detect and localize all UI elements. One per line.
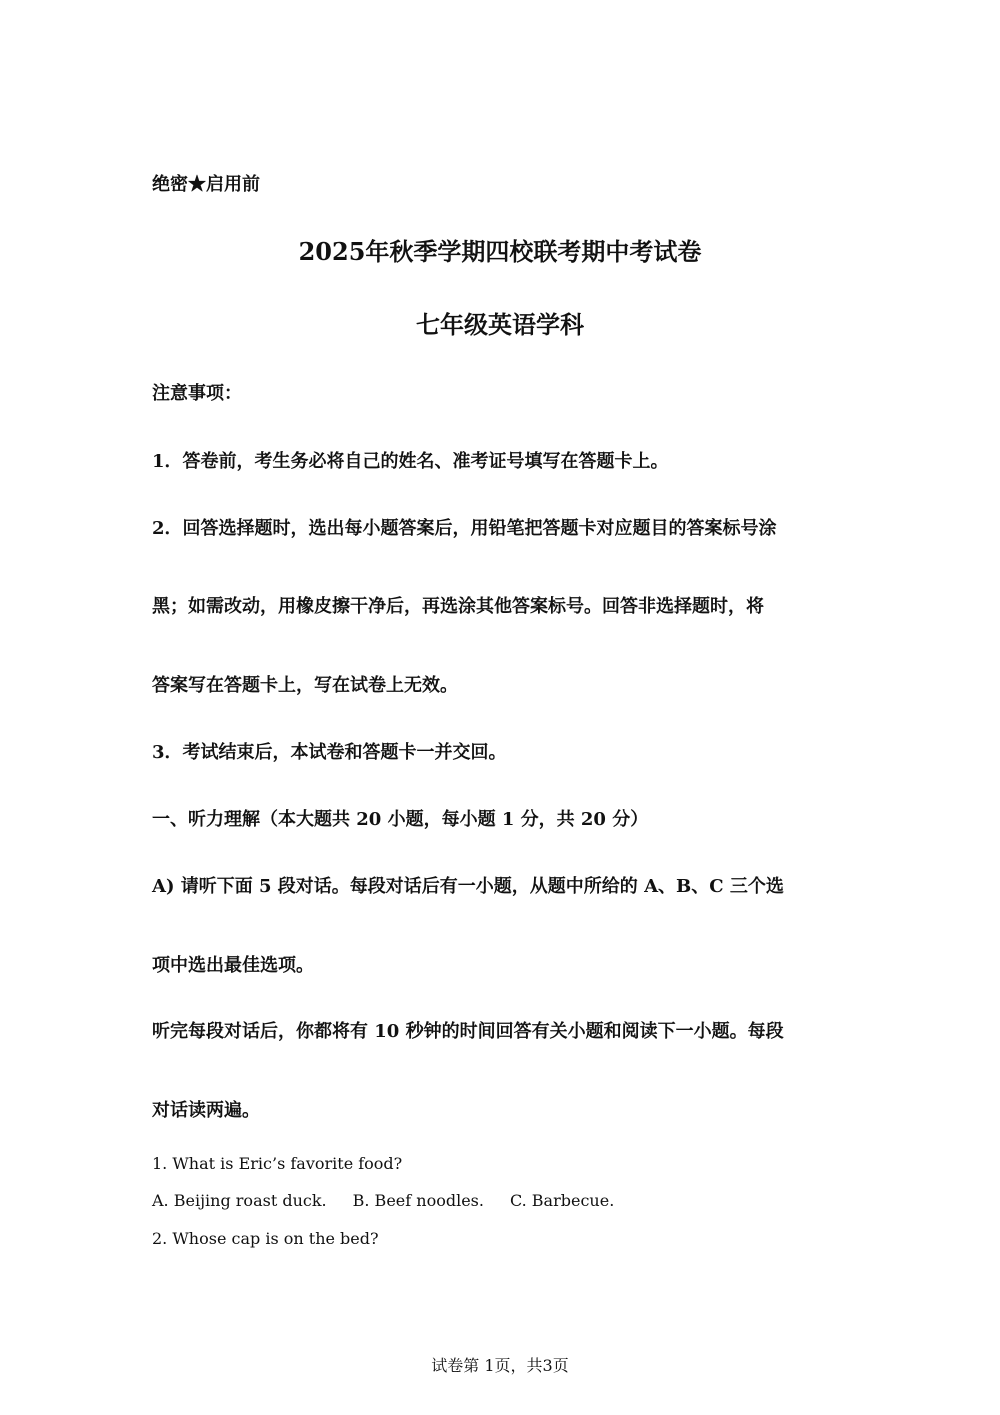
page-footer: 试卷第 1页，共3页 <box>431 1356 569 1375</box>
note-line: 2．回答选择题时，选出每小题答案后，用铅笔把答题卡对应题目的答案标号涂 <box>152 518 777 539</box>
exam-title: 2025年秋季学期四校联考期中考试卷 <box>298 237 702 266</box>
note-line: 3．考试结束后，本试卷和答题卡一并交回。 <box>152 742 507 763</box>
listening-instruction: 听完每段对话后，你都将有 10 秒钟的时间回答有关小题和阅读下一小题。每段 <box>152 1021 784 1042</box>
note-line: 答案写在答题卡上，写在试卷上无效。 <box>152 675 458 696</box>
option-a: A. Beijing roast duck. <box>152 1191 327 1210</box>
question-1-options <box>152 1193 640 1209</box>
option-b: B. Beef noodles. <box>352 1191 484 1210</box>
notes-heading: 注意事项： <box>152 383 242 404</box>
question-1: 1. What is Eric’s favorite food? <box>152 1154 403 1173</box>
exam-subtitle: 七年级英语学科 <box>416 310 584 339</box>
part-a-instruction: 项中选出最佳选项。 <box>152 955 314 976</box>
confidential-mark: 绝密★启用前 <box>152 174 260 195</box>
note-line: 1．答卷前，考生务必将自己的姓名、准考证号填写在答题卡上。 <box>152 451 669 472</box>
note-line: 黑；如需改动，用橡皮擦干净后，再选涂其他答案标号。回答非选择题时，将 <box>152 596 764 617</box>
section-heading: 一、听力理解（本大题共 20 小题，每小题 1 分，共 20 分） <box>152 809 649 830</box>
part-a-instruction: A) 请听下面 5 段对话。每段对话后有一小题，从题中所给的 A、B、C 三个选 <box>152 876 784 897</box>
question-2: 2. Whose cap is on the bed? <box>152 1229 379 1248</box>
listening-instruction: 对话读两遍。 <box>152 1100 260 1121</box>
option-c: C. Barbecue. <box>509 1191 615 1210</box>
